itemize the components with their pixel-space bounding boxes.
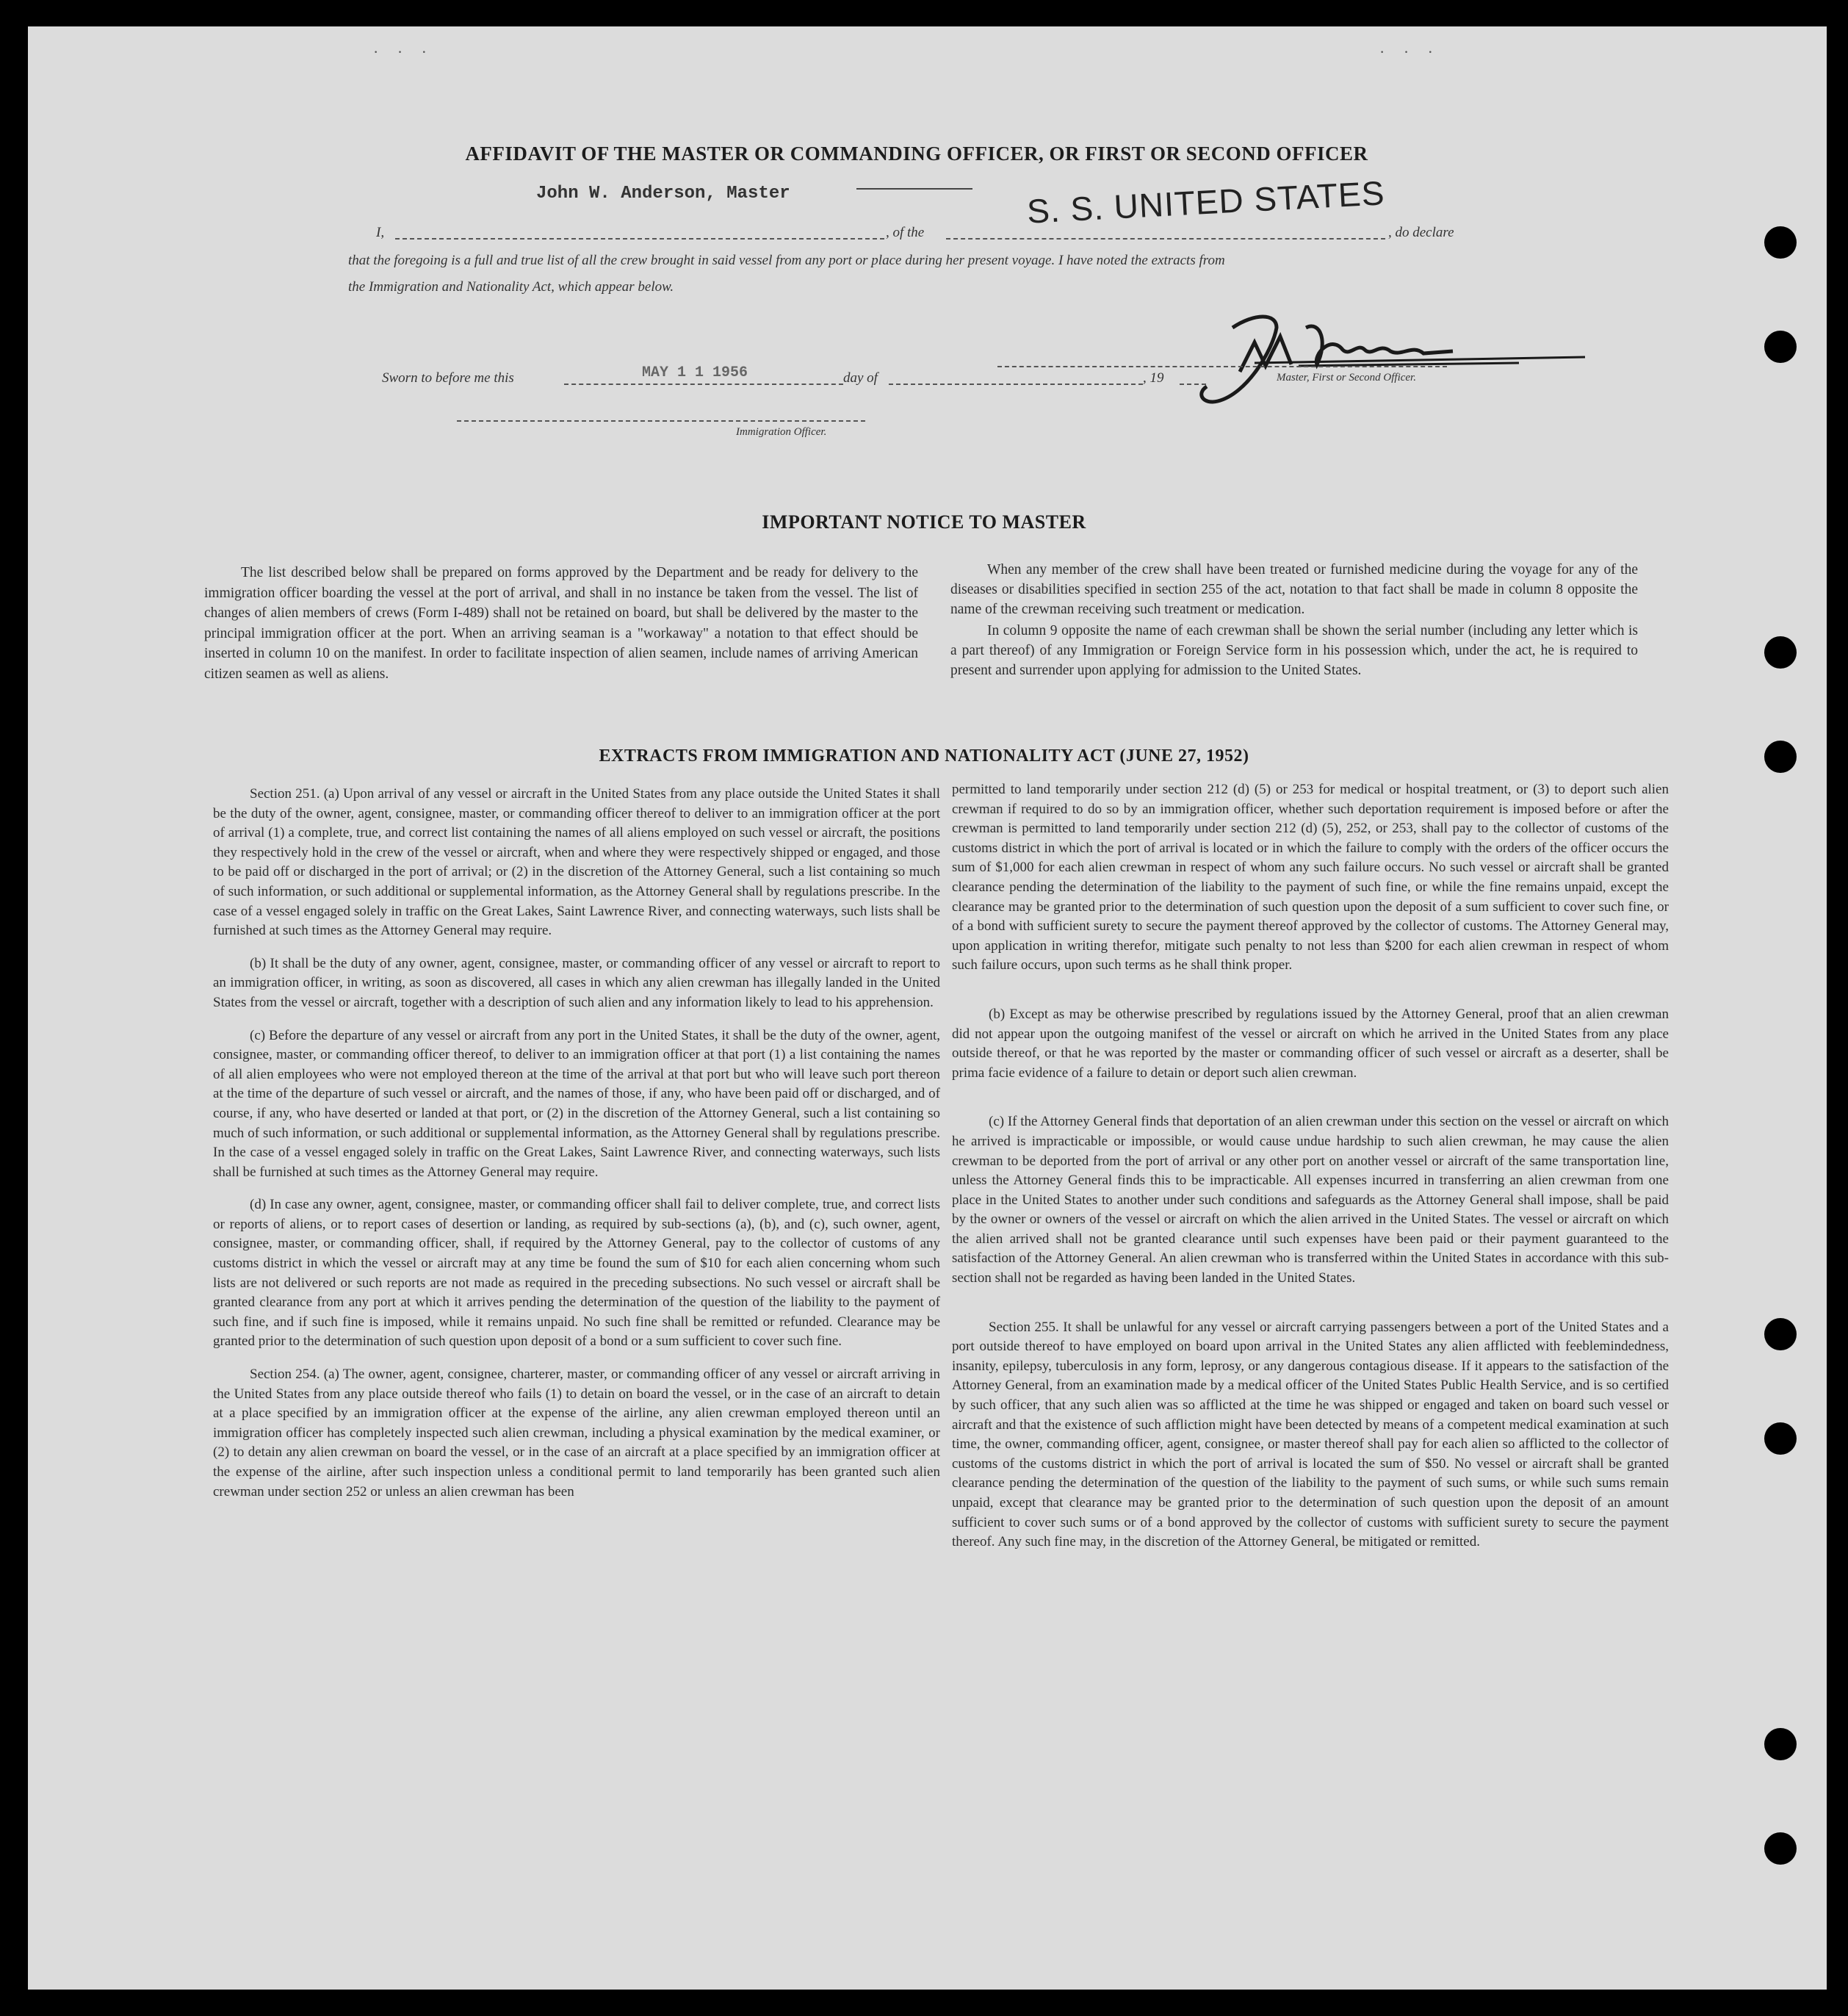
notice-right-paragraph: In column 9 opposite the name of each crewman shall be shown the serial number (including any letter which is a part thereof) of any Immigration or Foreign Service form in his possession which, under the act, he is required to present and surrender upon applying for admission to the United States. (950, 623, 1638, 678)
extract-paragraph: Section 251. (a) Upon arrival of any vessel or aircraft in the United States from any place outside the United States it shall be the duty of the owner, agent, consignee, master, or commanding officer thereof to deliver to an immigration officer at the port of arrival (1) a complete, true, and correct list containing the names of all aliens employed on such vessel or aircraft, the positions they respectively hold in the crew of the vessel or aircraft, when and where they were respectively shipped or engaged, and those to be paid off or discharged in the port of arrival; or (2) in the discretion of the Attorney General, such a list containing so much of such information, or such additional or supplemental information, as the Attorney General shall by regulations prescribe. In the case of a vessel engaged solely in traffic on the Great Lakes, Saint Lawrence River, and connecting waterways, such lists shall be furnished at such times as the Attorney General may require. (213, 786, 940, 939)
name-rule (856, 188, 972, 190)
punch-hole (1764, 331, 1797, 363)
master-signature (1137, 284, 1592, 416)
extract-paragraph: permitted to land temporarily under section 212 (d) (5) or 253 for medical or hospital treatment, or (3) to deport such alien crewman if required to do so by an immigration officer, whether such deportation requirement is imposed before or after the crewman is permitted to land temporarily under section 212 (d) (5), 252, or 253, shall pay to the collector of customs of the customs district in which the port of arrival is located or in which the failure to comply with the orders of the officer occurs the sum of $1,000 for each alien crewman in respect of whom any such failure occurs. No such vessel or aircraft shall be granted clearance pending the determination of the liability to the payment of such fine, or while the fine remains unpaid, except the clearance may be granted prior to the determination of such question upon the deposit of a sum sufficient to cover such fine, or of a bond with sufficient surety to secure the payment thereof approved by the collector of customs. The Attorney General may, upon application in writing therefor, mitigate such penalty to not less than $200 for each alien crewman in respect of whom such failure occurs, upon such terms as he shall think proper. (952, 782, 1669, 973)
punch-hole (1764, 226, 1797, 259)
punch-hole (1764, 1318, 1797, 1350)
name-blank[interactable] (395, 238, 884, 240)
officer-signature-line[interactable] (457, 420, 865, 422)
punch-hole (1764, 636, 1797, 669)
extracts-title: EXTRACTS FROM IMMIGRATION AND NATIONALITY ACT (JUNE 27, 1952) (599, 746, 1249, 766)
sworn-day-blank[interactable] (564, 384, 843, 385)
notice-right-paragraph: When any member of the crew shall have been treated or furnished medicine during the voyage for any of the diseases or disabilities specified in section 255 of the act, notation to that fact shall be made in column 8 opposite the name of the crewman receiving such treatment or medication. (950, 562, 1638, 617)
extract-paragraph: Section 254. (a) The owner, agent, consignee, charterer, master, or commanding officer of any vessel or aircraft arriving in the United States from any place outside thereof who fails (1) to detain on board the vessel, or in the case of an aircraft to detain at a place specified by an immigration officer at the expense of the airline, any alien crewman employed thereon until an immigration officer has completely inspected such alien crewman, including a physical examination by the medical examiner, or (2) to detain any alien crewman on board the vessel, or in the case of an aircraft at a place specified by an immigration officer at the expense of the airline, after such inspection unless a conditional permit to land temporarily has been granted such alien crewman under section 252 or unless an alien crewman has been (213, 1367, 940, 1500)
notice-left-column (204, 563, 918, 698)
day-of: day of (843, 370, 878, 386)
extracts-left-column (213, 785, 940, 1515)
punch-hole (1764, 1728, 1797, 1760)
line-do-declare: , do declare (1388, 225, 1454, 240)
extracts-right-column (952, 780, 1669, 1566)
punch-hole (1764, 1422, 1797, 1455)
line-i: I, (376, 225, 385, 240)
sworn-date-stamp: MAY 1 1 1956 (642, 364, 748, 381)
master-label: Master, First or Second Officer. (1277, 372, 1416, 384)
extract-paragraph: Section 255. It shall be unlawful for any vessel or aircraft carrying passengers between a port of the United States and a port outside thereof to have employed on board upon arrival in the United States any alien afflicted with feeblemindedness, insanity, epilepsy, tuberculosis in any form, leprosy, or any dangerous contagious disease. If it appears to the satisfaction of the Attorney General, from an examination made by a medical officer of the United States Public Health Service, and is so certified by such officer, that any such alien was so afflicted at the time he was shipped or engaged and taken on board such vessel or aircraft and that the existence of such affliction might have been detected by means of a competent medical examination at such time, the owner, commanding officer, agent, consignee, or master thereof shall pay for each alien so afflicted to the collector of customs of the customs district in which the port of arrival is located the sum of $50. No vessel or aircraft shall be granted clearance pending the determination of the question of the liability to the payment of such sums, or while such sums remain unpaid, except that clearance may be granted prior to the determination of such question upon the deposit of an amount sufficient to cover such sums or of a bond approved by the collector of customs with sufficient surety to secure the payment thereof. Any such fine may, in the discretion of the Attorney General, be mitigated or remitted. (952, 1319, 1669, 1550)
extract-paragraph: (b) It shall be the duty of any owner, agent, consignee, master, or commanding officer of any vessel or aircraft to report to an immigration officer, in writing, as soon as discovered, all cases in which any alien crewman has illegally landed in the United States from the vessel or aircraft, together with a description of such alien and any information likely to lead to his apprehension. (213, 955, 940, 1010)
form-page (28, 26, 1827, 1990)
top-dots-right: · · · (1379, 43, 1440, 61)
notice-title: IMPORTANT NOTICE TO MASTER (762, 511, 1086, 533)
declaration-line-1: that the foregoing is a full and true list of all the crew brought in said vessel from any port or place during her present voyage. I have noted the extracts from (348, 253, 1225, 268)
notice-left-paragraph: The list described below shall be prepared on forms approved by the Department and be ready for delivery to the immigration officer boarding the vessel at the port of arrival, and shall in no instance be taken from the vessel. The list of changes of alien members of crews (Form I-489) shall not be retained on board, but shall be delivered by the master to the principal immigration officer at the port. When an arriving seaman is a "workaway" a notation to that effect should be inserted in column 10 on the manifest. In order to facilitate inspection of alien seamen, include names of arriving American citizen seamen as well as aliens. (204, 565, 918, 682)
year-prefix: , 19 (1143, 370, 1164, 386)
notice-right-column (950, 560, 1638, 694)
extract-paragraph: (c) If the Attorney General finds that deportation of an alien crewman under this section on the vessel or aircraft on which he arrived is impracticable or impossible, or would cause undue hardship to such alien crewman, he may cause the alien crewman to be deported from the port of arrival or any other port on another vessel or aircraft of the same transportation line, unless the Attorney General finds this to be impracticable. All expenses incurred in transferring an alien crewman from one place in the United States to another under such conditions and safeguards as the Attorney General shall impose, shall be paid by the owner or owners of the vessel or aircraft on which the alien arrived in the United States. The vessel or aircraft on which the alien arrived shall not be granted clearance until such expenses have been paid or their payment guaranteed to the satisfaction of the Attorney General. An alien crewman who is transferred within the United States in accordance with this sub-section shall not be regarded as having been landed in the United States. (952, 1114, 1669, 1286)
sworn-prefix: Sworn to before me this (382, 370, 514, 386)
vessel-stamp: S. S. UNITED STATES (1025, 173, 1386, 231)
punch-hole (1764, 1832, 1797, 1865)
extract-paragraph: (c) Before the departure of any vessel or aircraft from any port in the United States, it shall be the duty of the owner, agent, consignee, master, or commanding officer thereof, to deliver to an immigration officer at that port (1) a list containing the names of all alien employees who were not employed thereon at the time of the arrival at that port but who will leave such port thereon at the time of the departure of such vessel or aircraft, and the names of those, if any, who have been paid off or discharged, and of course, if any, who have deserted or landed at that port, or (2) in the discretion of the Attorney General, such a list containing so much of such information, or such additional or supplemental information, as the Attorney General shall by regulations prescribe. In the case of a vessel engaged solely in traffic on the Great Lakes, Saint Lawrence River, and connecting waterways, such lists shall be furnished at such times as the Attorney General may require. (213, 1027, 940, 1180)
sworn-month-blank[interactable] (889, 384, 1143, 385)
extract-paragraph: (d) In case any owner, agent, consignee, master, or commanding officer shall fail to deliver complete, true, and correct lists or reports of aliens, or to report cases of desertion or landing, as required by sub-sections (a), (b), and (c), such owner, agent, consignee, master, or commanding officer, shall, if required by the Attorney General, pay to the collector of customs of any customs district in which the vessel or aircraft may at any time be found the sum of $10 for each alien concerning whom such lists are not delivered or such reports are not made as required in the preceding subsections. No such vessel or aircraft shall be granted clearance from any port at which it arrives pending the determination of the question of the liability to the payment of such fine, and if such fine is imposed, while it remains unpaid. No such fine shall be remitted or refunded. Clearance may be granted prior to the determination of such question upon deposit of a bond or a sum sufficient to cover such fine. (213, 1197, 940, 1350)
affidavit-title: AFFIDAVIT OF THE MASTER OR COMMANDING OFFICER, OR FIRST OR SECOND OFFICER (465, 143, 1368, 165)
line-of-the: , of the (886, 225, 925, 240)
signature-line[interactable] (997, 366, 1447, 367)
sworn-year-blank[interactable] (1180, 384, 1206, 385)
master-typed-name: John W. Anderson, Master (536, 184, 790, 204)
immigration-officer-label: Immigration Officer. (736, 426, 827, 438)
top-dots-left: · · · (373, 43, 434, 61)
vessel-blank[interactable] (946, 238, 1385, 240)
extract-paragraph: (b) Except as may be otherwise prescribed by regulations issued by the Attorney General, proof that an alien crewman did not appear upon the outgoing manifest of the vessel or aircraft on which he arrived in the United States from any place outside thereof, or that he was reported by the master or commanding officer of such vessel or aircraft as a deserter, shall be prima facie evidence of a failure to detain or deport such alien crewman. (952, 1006, 1669, 1081)
declaration-line-2: the Immigration and Nationality Act, which appear below. (348, 279, 674, 295)
